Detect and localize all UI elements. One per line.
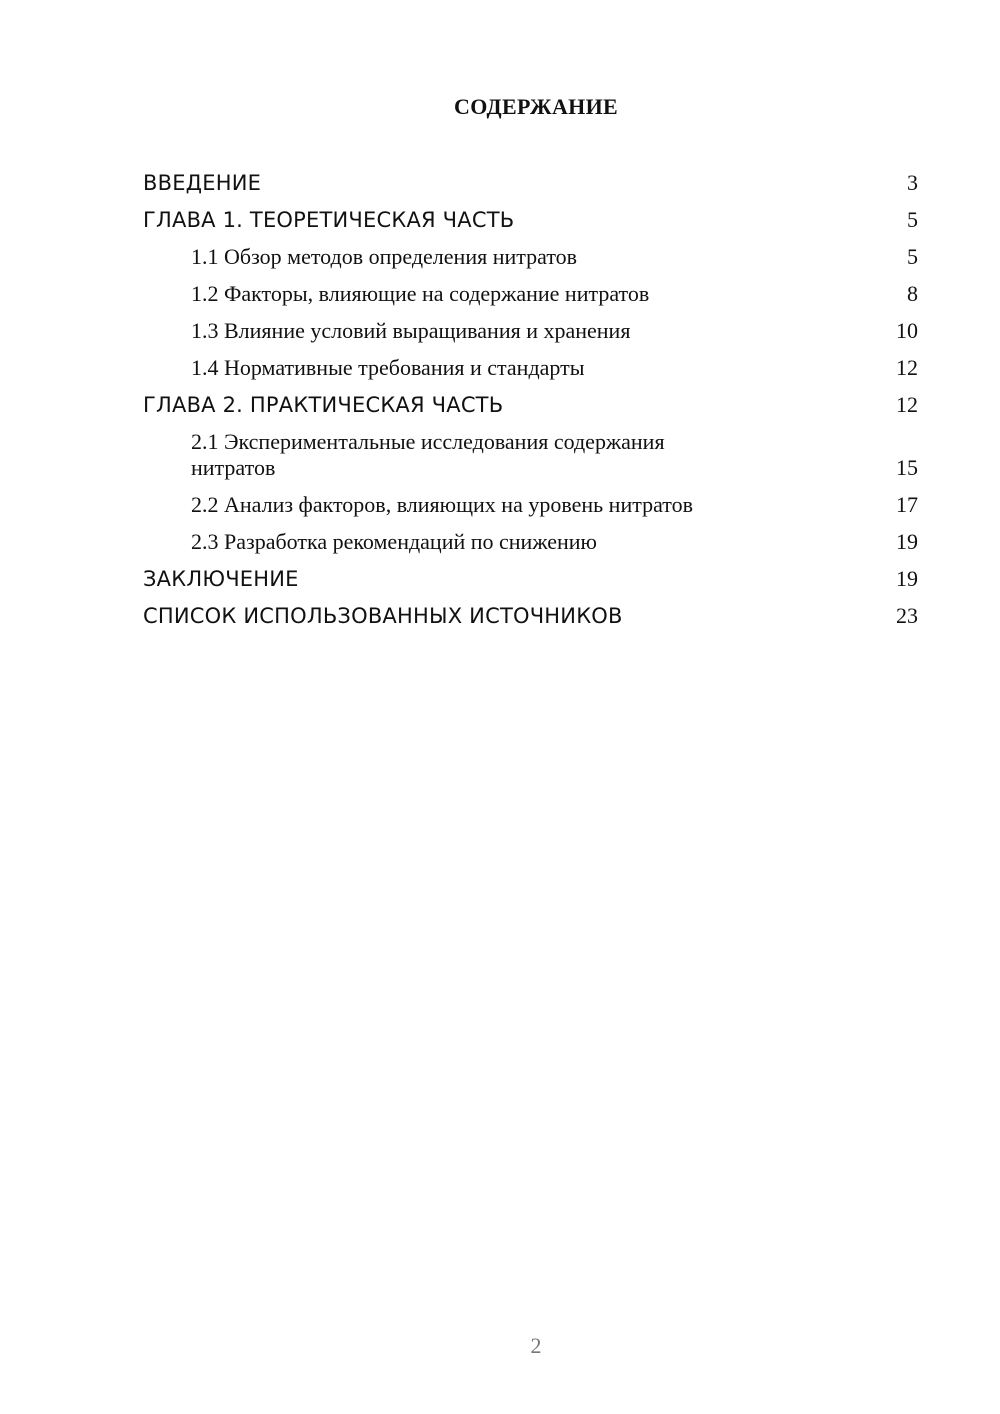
toc-entry-page: 12 <box>896 355 918 380</box>
toc-entry-page: 10 <box>896 318 918 343</box>
toc-entry <box>143 170 918 196</box>
toc-entry <box>143 603 918 629</box>
toc-entry-page: 19 <box>896 566 918 591</box>
toc-entry-page: 3 <box>907 170 918 195</box>
toc-entry <box>143 429 918 481</box>
toc-entry-page: 8 <box>907 281 918 306</box>
toc-entry-label: ВВЕДЕНИЕ <box>143 171 262 195</box>
toc-entry-label: 2.1 Экспериментальные исследования содержания нитратов <box>191 429 665 480</box>
page-title: СОДЕРЖАНИЕ <box>454 94 618 119</box>
toc-entry-label: СПИСОК ИСПОЛЬЗОВАННЫХ ИСТОЧНИКОВ <box>143 604 623 628</box>
toc-entry <box>143 392 918 418</box>
toc-entry <box>143 492 918 518</box>
toc-entry <box>143 355 918 381</box>
toc-entry <box>143 207 918 233</box>
toc-entry-label: 2.2 Анализ факторов, влияющих на уровень нитратов <box>191 492 694 517</box>
toc-entry-label: ГЛАВА 2. ПРАКТИЧЕСКАЯ ЧАСТЬ <box>143 393 504 417</box>
toc-entry <box>143 281 918 307</box>
toc-entry <box>143 566 918 592</box>
toc-entry-label: 1.3 Влияние условий выращивания и хранения <box>191 318 631 343</box>
table-of-contents <box>143 170 918 640</box>
toc-entry-page: 15 <box>896 455 918 480</box>
toc-entry-label: 1.2 Факторы, влияющие на содержание нитратов <box>191 281 650 306</box>
toc-entry-page: 19 <box>896 529 918 554</box>
toc-entry <box>143 529 918 555</box>
toc-entry-label: 2.3 Разработка рекомендаций по снижению <box>191 529 597 554</box>
toc-entry-label: 1.4 Нормативные требования и стандарты <box>191 355 585 380</box>
toc-entry-label: ГЛАВА 1. ТЕОРЕТИЧЕСКАЯ ЧАСТЬ <box>143 208 515 232</box>
toc-entry-label: 1.1 Обзор методов определения нитратов <box>191 244 578 269</box>
toc-entry <box>143 318 918 344</box>
toc-entry-page: 23 <box>896 603 918 628</box>
toc-entry <box>143 244 918 270</box>
toc-entry-page: 5 <box>907 244 918 269</box>
toc-entry-page: 12 <box>896 392 918 417</box>
toc-entry-page: 5 <box>907 207 918 232</box>
toc-entry-page: 17 <box>896 492 918 517</box>
page-number: 2 <box>530 1333 542 1358</box>
toc-entry-label: ЗАКЛЮЧЕНИЕ <box>143 567 299 591</box>
